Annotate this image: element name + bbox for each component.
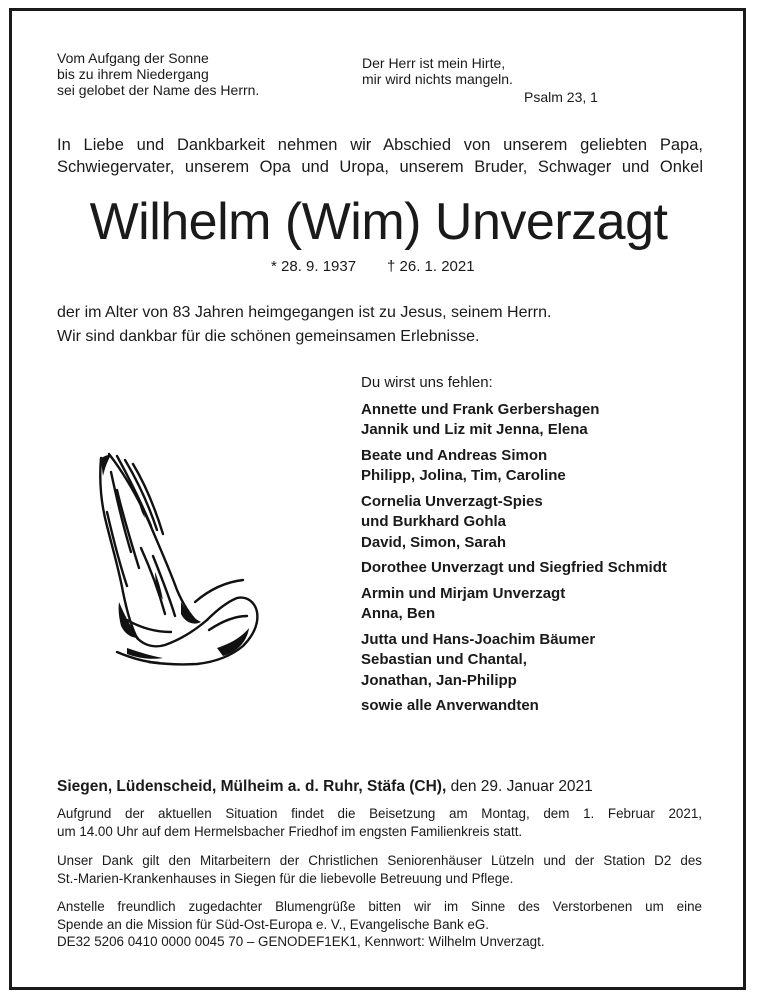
- verse-right-line: mir wird nichts mangeln.: [362, 71, 513, 87]
- places: Siegen, Lüdenscheid, Mülheim a. d. Ruhr, Stäfa (CH),: [57, 778, 447, 795]
- donation-note-line: DE32 5206 0410 0000 0045 70 – GENODEF1EK1, Kennwort: Wilhelm Unverzagt.: [57, 934, 545, 950]
- death-date: † 26. 1. 2021: [387, 258, 475, 275]
- verse-left-line: bis zu ihrem Niedergang: [57, 66, 209, 82]
- funeral-note: [57, 805, 702, 840]
- thanks-note-line: Unser Dank gilt den Mitarbeitern der Christlichen Seniorenhäuser Lützeln und der Station D2 des: [57, 853, 702, 868]
- family-line: Beate und Andreas Simon: [361, 446, 548, 464]
- family-line: Cornelia Unverzagt-Spies: [361, 492, 543, 510]
- family-line: Jannik und Liz mit Jenna, Elena: [361, 421, 588, 438]
- family-group: [361, 400, 731, 441]
- family-line: Dorothee Unverzagt und Siegfried Schmidt: [361, 559, 667, 576]
- family-group: [361, 630, 731, 692]
- verse-reference: Psalm 23, 1: [524, 89, 598, 105]
- family-line: Sebastian und Chantal,: [361, 651, 527, 668]
- family-line: sowie alle Anverwandten: [361, 697, 539, 714]
- birth-date: * 28. 9. 1937: [271, 258, 357, 275]
- family-line: Philipp, Jolina, Tim, Caroline: [361, 467, 566, 484]
- family-line: Jutta und Hans-Joachim Bäumer: [361, 630, 596, 648]
- verse-left-line: sei gelobet der Name des Herrn.: [57, 82, 260, 98]
- verse-left: [57, 50, 259, 98]
- family-list: [361, 373, 731, 722]
- deceased-name: Wilhelm (Wim) Unverzagt: [89, 193, 668, 251]
- family-line: und Burkhard Gohla: [361, 513, 507, 530]
- intro-line: In Liebe und Dankbarkeit nehmen wir Abschied von unserem geliebten Papa,: [57, 136, 703, 154]
- family-group: [361, 492, 731, 554]
- verse-right-line: Der Herr ist mein Hirte,: [362, 55, 506, 71]
- donation-note: [57, 898, 702, 951]
- family-group: [361, 584, 731, 625]
- body-text: [57, 301, 551, 349]
- funeral-note-line: Aufgrund der aktuellen Situation findet die Beisetzung am Montag, dem 1. Februar 2021,: [57, 806, 702, 821]
- verse-left-line: Vom Aufgang der Sonne: [57, 50, 209, 66]
- date: den 29. Januar 2021: [450, 778, 593, 795]
- family-group: [361, 558, 731, 579]
- body-line: der im Alter von 83 Jahren heimgegangen ist zu Jesus, seinem Herrn.: [57, 304, 552, 321]
- family-line: Annette und Frank Gerbershagen: [361, 400, 600, 418]
- family-group: [361, 696, 731, 717]
- donation-note-line: Spende an die Mission für Süd-Ost-Europa e. V., Evangelische Bank eG.: [57, 916, 489, 932]
- family-line: Anna, Ben: [361, 605, 436, 622]
- place-date: [57, 777, 593, 797]
- family-line: Jonathan, Jan-Philipp: [361, 671, 517, 689]
- donation-note-line: Anstelle freundlich zugedachter Blumengrüße bitten wir im Sinne des Verstorbenen um eine: [57, 899, 702, 914]
- intro-line: Schwiegervater, unserem Opa und Uropa, unserem Bruder, Schwager und Onkel: [57, 158, 703, 176]
- thanks-note-line: St.-Marien-Krankenhauses in Siegen für die liebevolle Betreuung und Pflege.: [57, 870, 514, 886]
- thanks-note: [57, 852, 702, 887]
- family-line: Armin und Mirjam Unverzagt: [361, 584, 566, 602]
- family-lead: Du wirst uns fehlen:: [361, 374, 493, 391]
- intro-text: [57, 134, 703, 178]
- family-group: [361, 446, 731, 487]
- funeral-note-line: um 14.00 Uhr auf dem Hermelsbacher Friedhof im engsten Familienkreis statt.: [57, 823, 523, 839]
- family-line: David, Simon, Sarah: [361, 533, 507, 551]
- body-line: Wir sind dankbar für die schönen gemeinsamen Erlebnisse.: [57, 328, 480, 345]
- verse-right: [362, 55, 513, 87]
- praying-hands-icon: [97, 452, 261, 666]
